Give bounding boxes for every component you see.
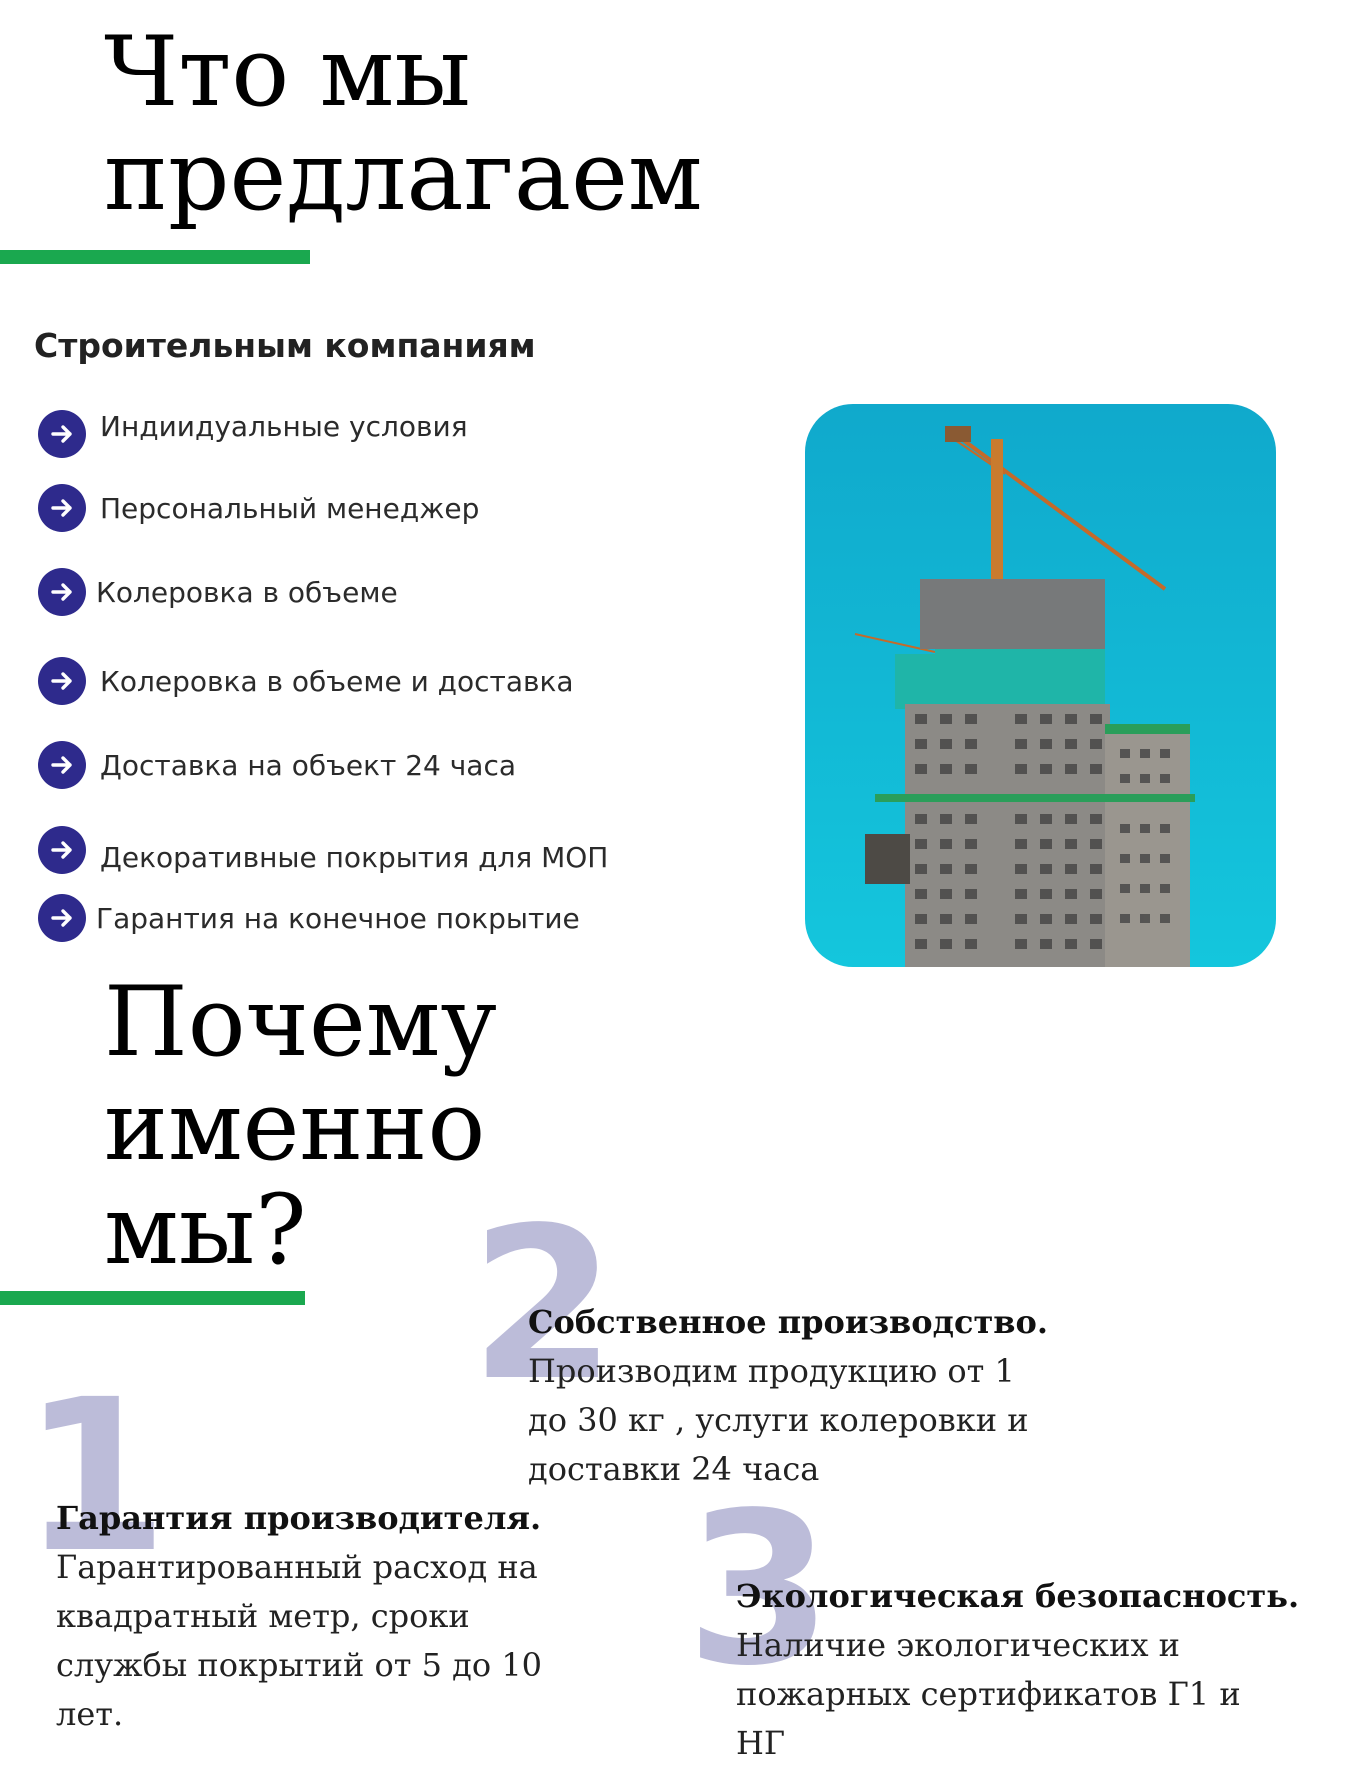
feature-title: Гарантия производителя. (56, 1499, 542, 1537)
bullet-label: Декоративные покрытия для МОП (100, 840, 609, 874)
bullet-item (38, 657, 574, 705)
arrow-right-icon (38, 894, 86, 942)
section-title-offer (104, 16, 703, 232)
bullet-label: Гарантия на конечное покрытие (96, 901, 580, 935)
feature-item (528, 1298, 1048, 1494)
bullet-label: Индиидуальные условия (100, 409, 468, 443)
green-divider (0, 250, 310, 264)
feature-title: Собственное производство. (528, 1303, 1048, 1341)
feature-text-line: доставки 24 часа (528, 1450, 820, 1488)
feature-text-line: Гарантированный расход на (56, 1548, 538, 1586)
feature-item (736, 1572, 1299, 1768)
feature-text-line: лет. (56, 1695, 124, 1733)
feature-text-line: Производим продукцию от 1 (528, 1352, 1015, 1390)
title-line: именно (104, 1070, 486, 1182)
arrow-right-icon (38, 657, 86, 705)
arrow-right-icon (38, 410, 86, 458)
feature-text-line: Наличие экологических и (736, 1626, 1180, 1664)
bullet-label: Доставка на объект 24 часа (100, 748, 517, 782)
title-line: Что мы (104, 16, 471, 128)
bullet-item (38, 484, 479, 532)
green-divider (0, 1291, 305, 1305)
bullet-item (38, 568, 398, 616)
subheading: Строительным компаниям (34, 326, 536, 365)
feature-title: Экологическая безопасность. (736, 1577, 1300, 1615)
bullet-item (38, 741, 516, 789)
arrow-right-icon (38, 741, 86, 789)
title-line: мы? (104, 1174, 307, 1286)
bullet-label: Колеровка в объеме (96, 575, 398, 609)
arrow-right-icon (38, 568, 86, 616)
feature-text-line: пожарных сертификатов Г1 и (736, 1675, 1241, 1713)
bullet-label: Персональный менеджер (100, 491, 480, 525)
title-line: Почему (104, 966, 497, 1078)
feature-number: 3 (686, 1467, 833, 1712)
feature-text-line: квадратный метр, сроки (56, 1597, 470, 1635)
bullet-item (38, 894, 580, 942)
feature-text-line: до 30 кг , услуги колеровки и (528, 1401, 1029, 1439)
section-title-why (104, 966, 497, 1286)
arrow-right-icon (38, 484, 86, 532)
feature-number: 2 (470, 1182, 617, 1427)
feature-text-line: службы покрытий от 5 до 10 (56, 1646, 543, 1684)
bullet-label: Колеровка в объеме и доставка (100, 664, 574, 698)
arrow-right-icon (38, 826, 86, 874)
feature-item (56, 1494, 542, 1739)
bullet-item (38, 410, 468, 458)
feature-number: 1 (22, 1354, 169, 1599)
construction-building-image (805, 404, 1276, 967)
bullet-item (38, 826, 608, 874)
feature-text-line: НГ (736, 1724, 786, 1762)
title-line: предлагаем (104, 120, 703, 232)
